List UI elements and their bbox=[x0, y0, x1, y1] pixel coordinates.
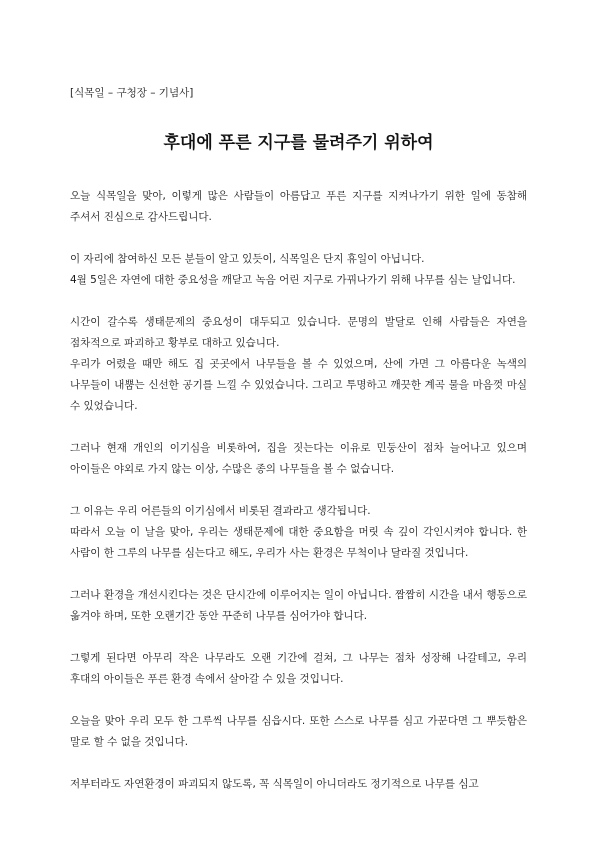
body-paragraph bbox=[70, 312, 527, 417]
paragraph-line: 시간이 갈수록 생태문제의 중요성이 대두되고 있습니다. 문명의 발달로 인해 사람들은 자연을 점차적으로 파괴하고 황부로 대하고 있습니다. bbox=[70, 316, 527, 349]
paragraph-line: 그렇게 된다면 아무리 작은 나무라도 오랜 기간에 걸쳐, 그 나무는 점차 성장해 나갈테고, 우리 후대의 아이들은 푸른 환경 속에서 살아갈 수 있을 것입니다. bbox=[70, 652, 527, 685]
body-paragraph bbox=[70, 711, 527, 753]
paragraph-line: 오늘 식목일을 맞아, 이렇게 많은 사람들이 아름답고 푸른 지구를 지켜나가기 위한 일에 동참해 주셔서 진심으로 감사드립니다. bbox=[70, 190, 527, 223]
paragraph-line: 그 이유는 우리 어른들의 이기심에서 비롯된 결과라고 생각됩니다. bbox=[70, 505, 371, 517]
paragraph-line: 4월 5일은 자연에 대한 중요성을 깨닫고 녹음 어린 지구로 가꿔나가기 위해 나무를 심는 날입니다. bbox=[70, 274, 516, 286]
body-paragraph bbox=[70, 186, 527, 228]
body-paragraph bbox=[70, 585, 527, 627]
document-label: [식목일 – 구청장 – 기념사] bbox=[70, 87, 194, 99]
document-title: 후대에 푸른 지구를 물려주기 위하여 bbox=[163, 133, 434, 153]
paragraph-line: 따라서 오늘 이 날을 맞아, 우리는 생태문제에 대한 중요함을 머릿 속 깊이 각인시켜야 합니다. 한 사람이 한 그루의 나무를 심는다고 해도, 우리가 사는 환경은 무척이나 달라질 것입니다. bbox=[70, 526, 527, 559]
paragraph-line: 오늘을 맞아 우리 모두 한 그루씩 나무를 심읍시다. 또한 스스로 나무를 심고 가꾼다면 그 뿌듯함은 말로 할 수 없을 것입니다. bbox=[70, 715, 527, 748]
paragraph-line: 그러나 현재 개인의 이기심을 비롯하여, 집을 짓는다는 이유로 민둥산이 점차 늘어나고 있으며 아이들은 야외로 가지 않는 이상, 수많은 종의 나무들을 볼 수 없습니다. bbox=[70, 442, 527, 475]
body-paragraph bbox=[70, 249, 527, 291]
body-paragraph bbox=[70, 438, 527, 480]
paragraph-line: 그러나 환경을 개선시킨다는 것은 단시간에 이루어지는 일이 아닙니다. 짬짬히 시간을 내서 행동으로 옮겨야 하며, 또한 오랜기간 동안 꾸준히 나무를 심어가야 합니다. bbox=[70, 589, 527, 622]
body-paragraph bbox=[70, 501, 527, 564]
body-paragraph bbox=[70, 774, 527, 795]
document-body bbox=[70, 186, 527, 795]
paragraph-line: 우리가 어렸을 때만 해도 집 곳곳에서 나무들을 볼 수 있었으며, 산에 가면 그 아름다운 녹색의 나무들이 내뿜는 신선한 공기를 느낄 수 있었습니다. 그리고 투명하고 깨끗한 계곡 물을 마음껏 마실 수 있었습니다. bbox=[70, 358, 527, 412]
paragraph-line: 저부터라도 자연환경이 파괴되지 않도록, 꼭 식목일이 아니더라도 정기적으로 나무를 심고 bbox=[70, 778, 479, 790]
body-paragraph bbox=[70, 648, 527, 690]
paragraph-line: 이 자리에 참여하신 모든 분들이 알고 있듯이, 식목일은 단지 휴일이 아닙니다. bbox=[70, 253, 425, 265]
